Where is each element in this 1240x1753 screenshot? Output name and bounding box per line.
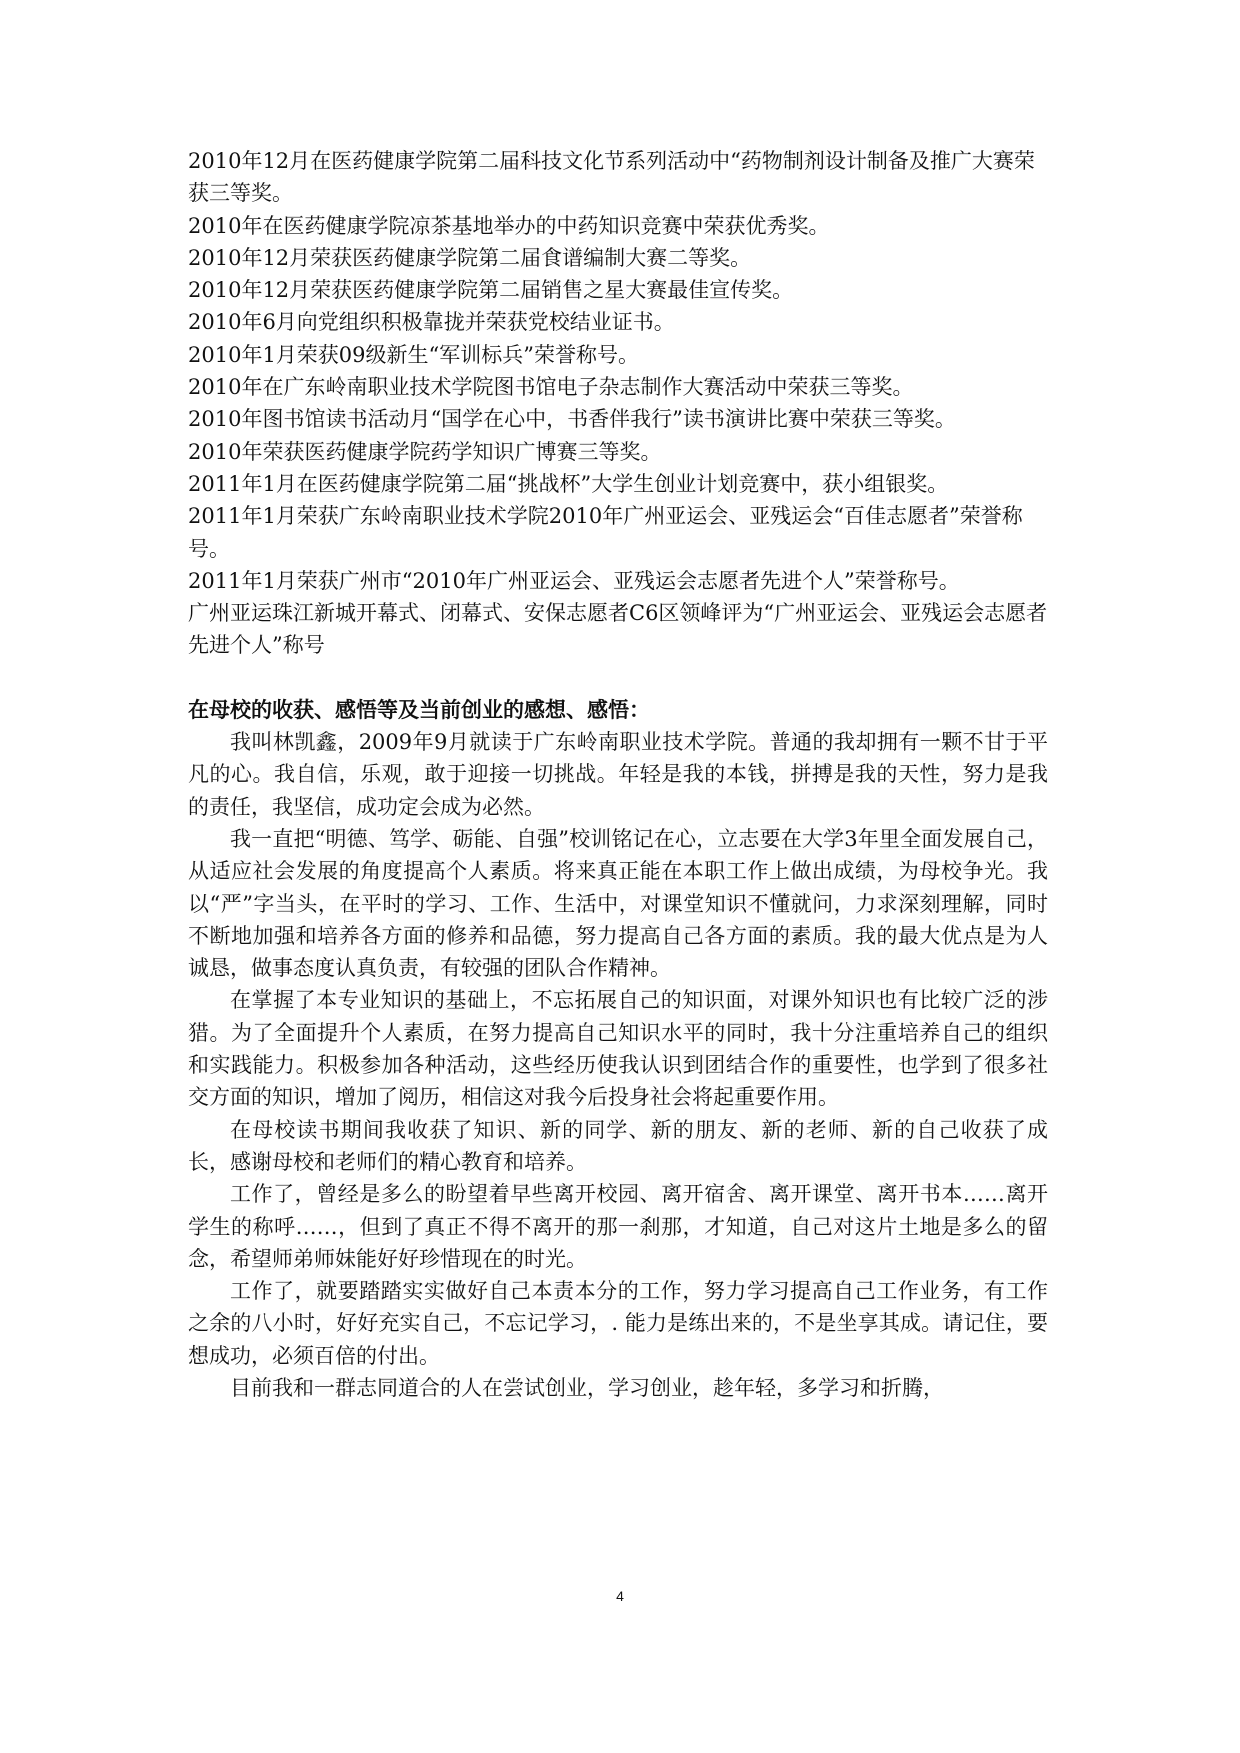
award-item: 2010年1月荣获09级新生“军训标兵”荣誉称号。 (188, 342, 639, 367)
award-item: 2011年1月在医药健康学院第二届“挑战杯”大学生创业计划竞赛中，获小组银奖。 (188, 471, 949, 496)
award-item: 广州亚运珠江新城开幕式、闭幕式、安保志愿者C6区领峰评为“广州亚运会、亚残运会志愿者先进个人”称号 (188, 601, 1048, 658)
award-item: 2010年在医药健康学院凉茶基地举办的中药知识竞赛中荣获优秀奖。 (188, 213, 830, 238)
award-item: 2010年6月向党组织积极靠拢并荣获党校结业证书。 (188, 310, 675, 335)
document-body (188, 145, 1048, 1404)
paragraph: 我一直把“明德、笃学、砺能、自强”校训铭记在心，立志要在大学3年里全面发展自己，从适应社会发展的角度提高个人素质。将来真正能在本职工作上做出成绩，为母校争光。我以“严”字当头，在平时的学习、工作、生活中，对课堂知识不懂就问，力求深刻理解，同时不断地加强和培养各方面的修养和品德，努力提高自己各方面的素质。我的最大优点是为人诚恳，做事态度认真负责，有较强的团队合作精神。 (188, 826, 1048, 981)
page-number: 4 (616, 1588, 624, 1604)
paragraph: 我叫林凯鑫，2009年9月就读于广东岭南职业技术学院。普通的我却拥有一颗不甘于平凡的心。我自信，乐观，敢于迎接一切挑战。年轻是我的本钱，拼搏是我的天性，努力是我的责任，我坚信，成功定会成为必然。 (188, 730, 1048, 819)
reflection-section (188, 726, 1048, 1404)
paragraph: 目前我和一群志同道合的人在尝试创业，学习创业，趁年轻，多学习和折腾， (230, 1375, 944, 1400)
awards-list (188, 145, 1048, 662)
paragraph: 工作了，曾经是多么的盼望着早些离开校园、离开宿舍、离开课堂、离开书本……离开学生的称呼……，但到了真正不得不离开的那一刹那，才知道，自己对这片土地是多么的留念，希望师弟师妹能好好珍惜现在的时光。 (188, 1182, 1048, 1271)
award-item: 2010年图书馆读书活动月“国学在心中，书香伴我行”读书演讲比赛中荣获三等奖。 (188, 407, 956, 432)
section-heading: 在母校的收获、感悟等及当前创业的感想、感悟： (188, 697, 650, 722)
award-item: 2010年荣获医药健康学院药学知识广博赛三等奖。 (188, 439, 662, 464)
paragraph: 工作了，就要踏踏实实做好自己本责本分的工作，努力学习提高自己工作业务，有工作之余的八小时，好好充实自己，不忘记学习，. 能力是练出来的，不是坐享其成。请记住，要想成功，必须百倍的付出。 (188, 1279, 1048, 1368)
section-spacer (188, 662, 1048, 694)
award-item: 2010年在广东岭南职业技术学院图书馆电子杂志制作大赛活动中荣获三等奖。 (188, 375, 914, 400)
award-item: 2010年12月在医药健康学院第二届科技文化节系列活动中“药物制剂设计制备及推广大赛荣获三等奖。 (188, 149, 1035, 206)
award-item: 2010年12月荣获医药健康学院第二届销售之星大赛最佳宣传奖。 (188, 278, 794, 303)
award-item: 2010年12月荣获医药健康学院第二届食谱编制大赛二等奖。 (188, 245, 752, 270)
award-item: 2011年1月荣获广州市“2010年广州亚运会、亚残运会志愿者先进个人”荣誉称号。 (188, 568, 960, 593)
paragraph: 在掌握了本专业知识的基础上，不忘拓展自己的知识面，对课外知识也有比较广泛的涉猎。为了全面提升个人素质，在努力提高自己知识水平的同时，我十分注重培养自己的组织和实践能力。积极参加各种活动，这些经历使我认识到团结合作的重要性，也学到了很多社交方面的知识，增加了阅历，相信这对我今后投身社会将起重要作用。 (188, 988, 1048, 1110)
award-item: 2011年1月荣获广东岭南职业技术学院2010年广州亚运会、亚残运会“百佳志愿者”荣誉称号。 (188, 504, 1023, 561)
paragraph: 在母校读书期间我收获了知识、新的同学、新的朋友、新的老师、新的自己收获了成长，感谢母校和老师们的精心教育和培养。 (188, 1117, 1048, 1174)
